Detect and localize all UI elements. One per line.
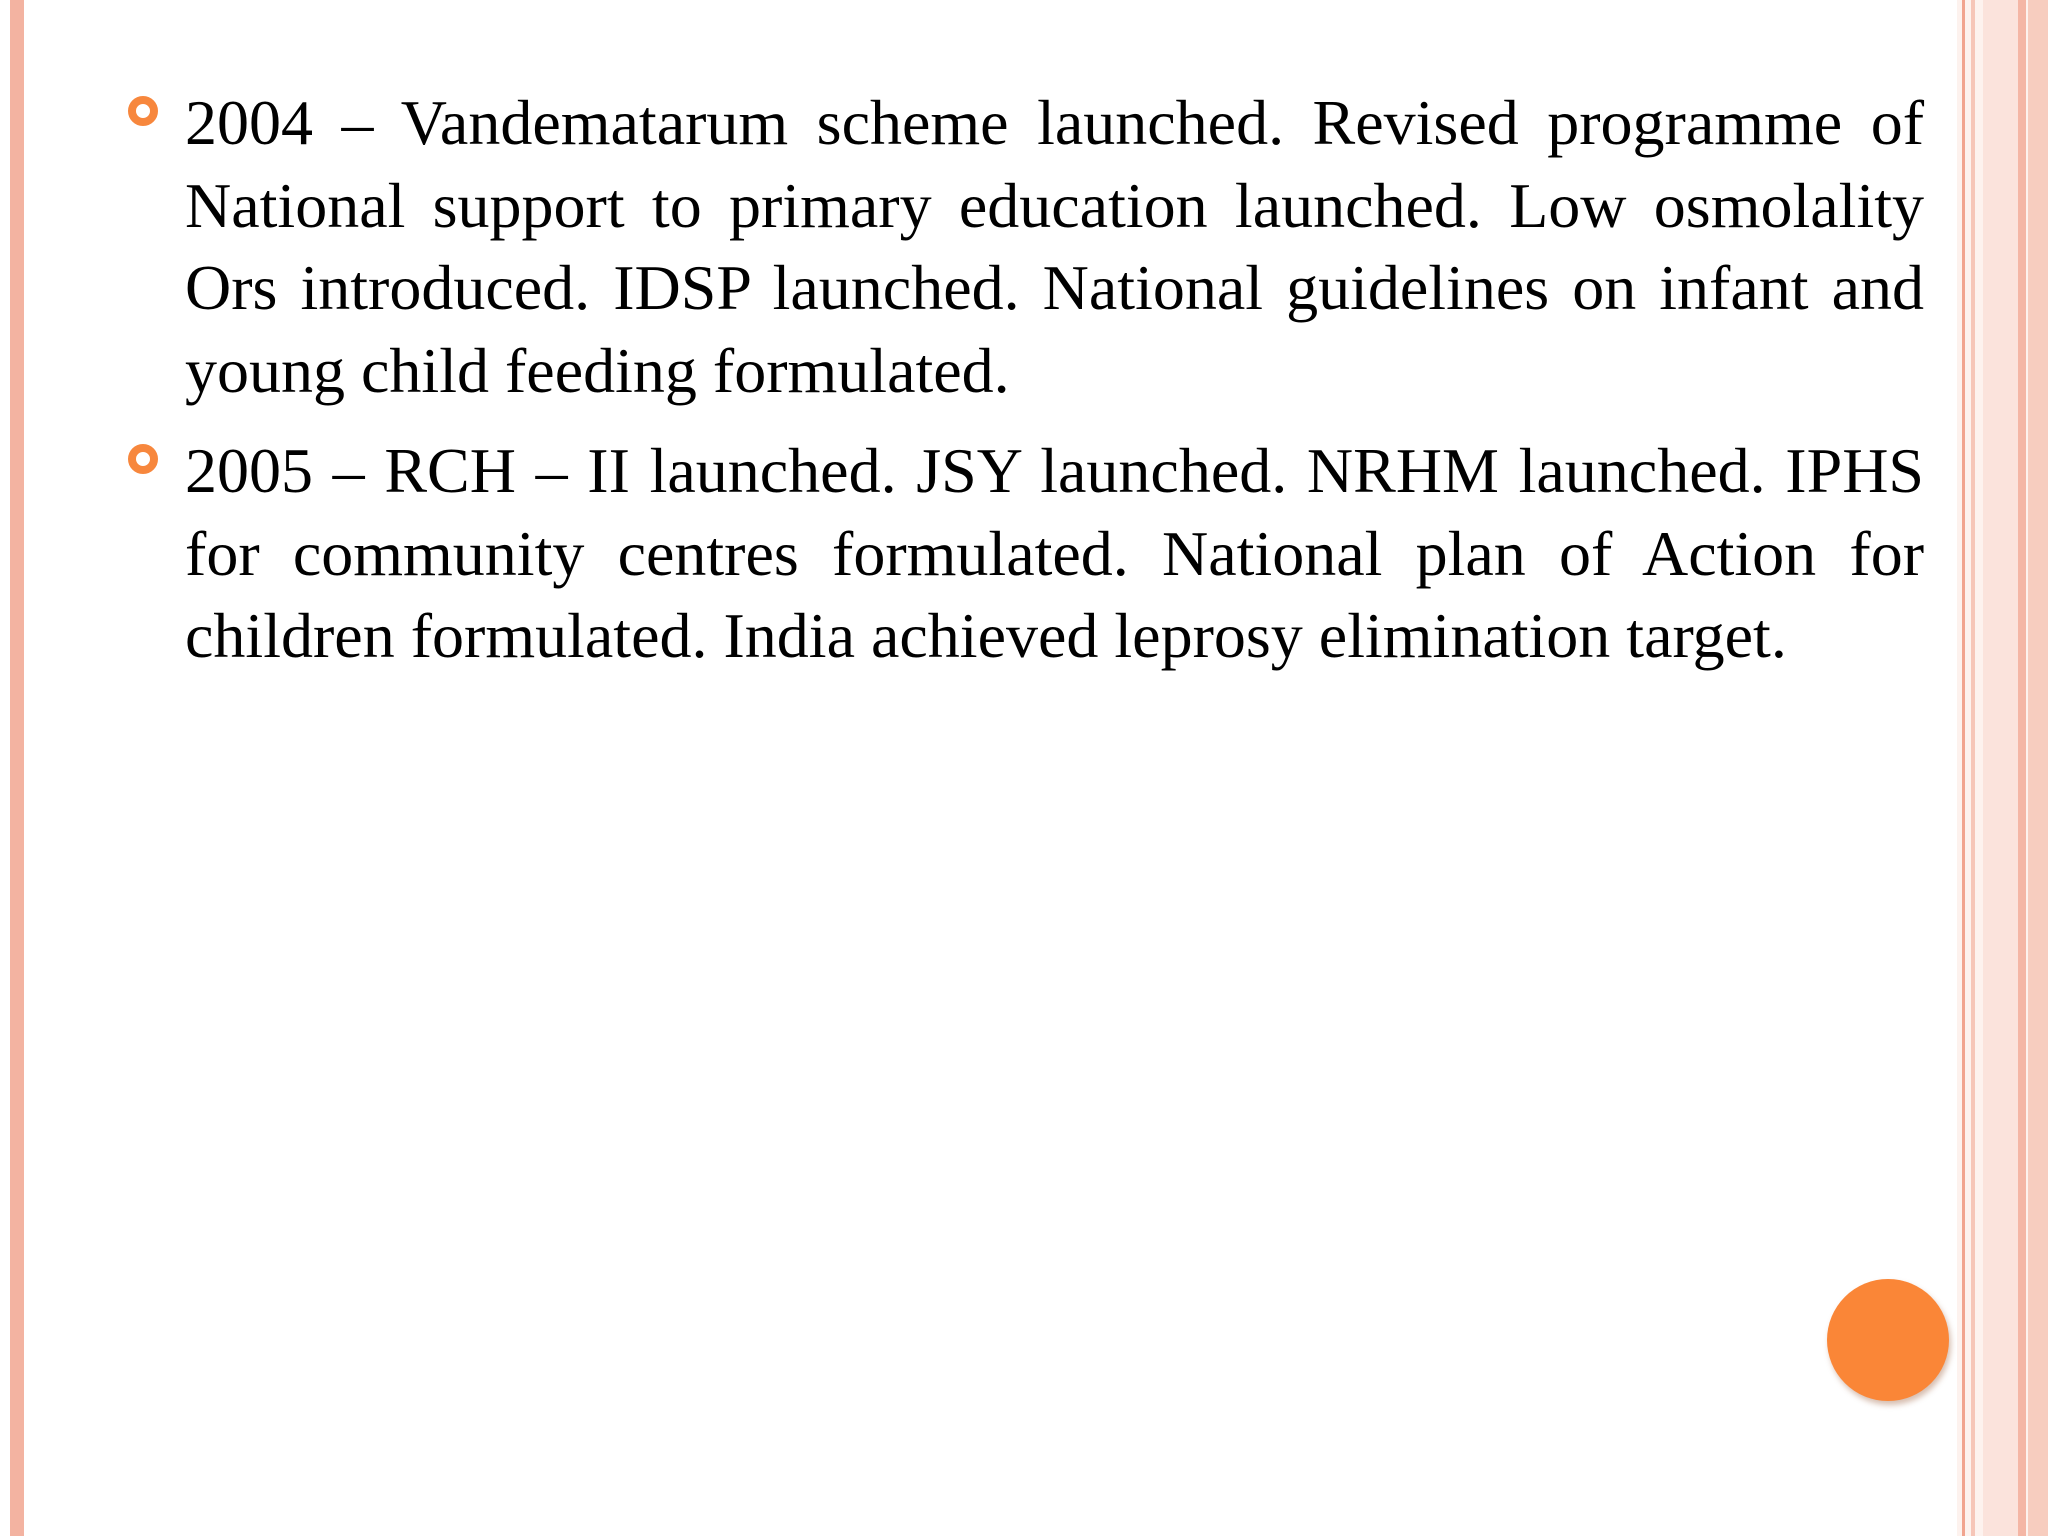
- band-fill: [2028, 0, 2048, 1536]
- right-decorative-band: [1957, 0, 2048, 1536]
- left-decorative-stripe: [10, 0, 24, 1536]
- bullet-text: 2004 – Vandematarum scheme launched. Revised programme of National support to primary education launched. Low osmolality Ors introduced. IDSP launched. National guidelines on infant and young child feeding formulated.: [185, 87, 1924, 406]
- bullet-item-2005: [128, 430, 1924, 678]
- bullet-item-2004: [128, 82, 1924, 412]
- ring-bullet-icon: [128, 96, 158, 126]
- band-fill: [1983, 0, 2018, 1536]
- bullet-text: 2005 – RCH – II launched. JSY launched. NRHM launched. IPHS for community centres formulated. National plan of Action for children formulated. India achieved leprosy elimination target.: [185, 435, 1924, 671]
- band-line: [1962, 0, 1965, 1536]
- bullet-list: [128, 82, 1924, 696]
- ring-bullet-icon: [128, 444, 158, 474]
- band-line: [1971, 0, 1975, 1536]
- band-line: [2018, 0, 2026, 1536]
- orange-circle-decoration: [1827, 1279, 1949, 1401]
